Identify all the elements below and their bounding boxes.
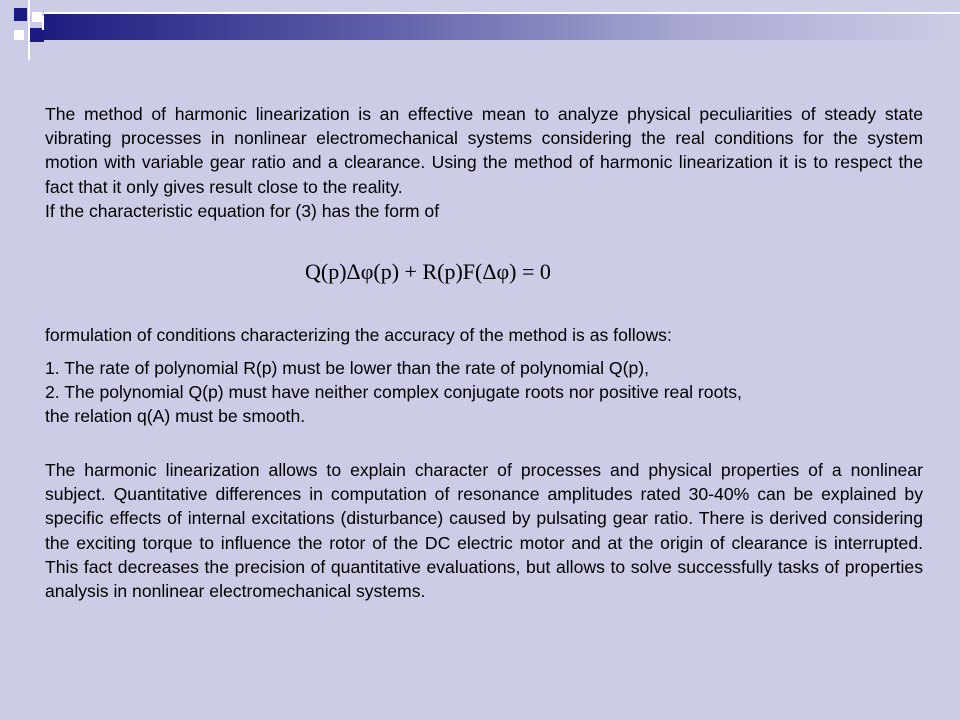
header-square-decoration [14, 8, 27, 21]
condition-1: 1. The rate of polynomial R(p) must be lower than the rate of polynomial Q(p), [45, 358, 650, 378]
conditions-lead-in: formulation of conditions characterizing the accuracy of the method is as follows: [45, 325, 672, 345]
condition-3: the relation q(A) must be smooth. [45, 406, 306, 427]
header-square-decoration [30, 28, 44, 42]
conclusion-paragraph: The harmonic linearization allows to explain character of processes and physical properties of a nonlinear subject. Quantitative differences in computation of resonance amplitudes rated 30-40% can be explained by specific effects of internal excitations (disturbance) caused by pulsating gear ratio. There is derived considering the exciting torque to influence the rotor of the DC electric motor and at the origin of clearance is interrupted. This fact decreases the precision of quantitative evaluations, but allows to solve successfully tasks of properties analysis in nonlinear electromechanical systems. [45, 460, 923, 602]
characteristic-equation: Q(p)Δφ(p) + R(p)F(Δφ) = 0 [305, 259, 551, 284]
equation-lead-in: If the characteristic equation for (3) has the form of [45, 201, 440, 221]
header-gradient-bar [44, 14, 960, 40]
condition-2: 2. The polynomial Q(p) must have neither complex conjugate roots nor positive real roots, [45, 382, 742, 403]
header-square-decoration [14, 30, 24, 40]
intro-paragraph: The method of harmonic linearization is an effective mean to analyze physical peculiarities of steady state vibrating processes in nonlinear electromechanical systems considering the real conditions for the system motion with variable gear ratio and a clearance. Using the method of harmonic linearization it is to respect the fact that it only gives result close to the reality. [45, 104, 923, 197]
conditions-list [45, 356, 923, 429]
header-square-decoration [32, 12, 42, 22]
